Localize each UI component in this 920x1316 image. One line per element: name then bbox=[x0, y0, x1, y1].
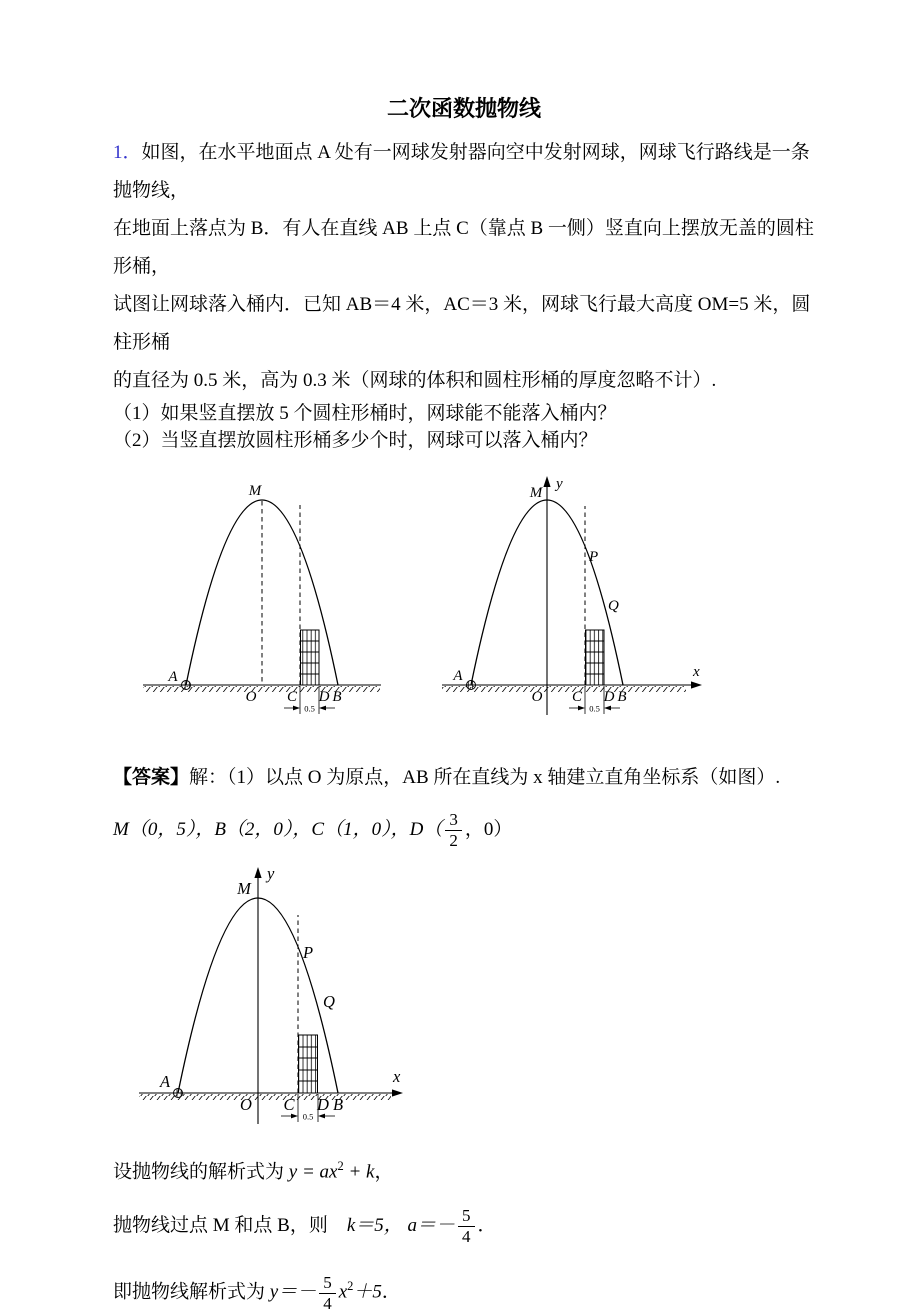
formula3-math-c: ＋5 bbox=[353, 1281, 382, 1303]
formula-setup bbox=[113, 1149, 815, 1189]
fraction-five-fourths bbox=[319, 1273, 336, 1314]
formula-final bbox=[113, 1263, 815, 1315]
bucket-stack bbox=[301, 630, 320, 685]
point-label-o: O bbox=[245, 689, 257, 705]
point-label-m: M bbox=[237, 879, 251, 898]
formula3-prefix: 即抛物线解析式为 bbox=[113, 1281, 270, 1303]
y-axis-arrow bbox=[543, 476, 550, 487]
point-label-c: C bbox=[571, 689, 583, 705]
problem-line-1 bbox=[113, 134, 815, 210]
fraction-numerator: 3 bbox=[445, 810, 462, 831]
sub-question-1: （1）如果竖直摆放 5 个圆柱形桶时，网球能不能落入桶内？ bbox=[113, 403, 617, 424]
problem-line-1-text: 如图，在水平地面点 A 处有一网球发射器向空中发射网球，网球飞行路线是一条抛物线， bbox=[113, 142, 810, 201]
x-axis-label: x bbox=[693, 664, 700, 680]
figure-2-parabola-with-axes bbox=[437, 470, 707, 730]
formula1-math-a: y = ax bbox=[288, 1161, 338, 1183]
point-label-b: B bbox=[332, 1095, 344, 1114]
launcher-point-marker bbox=[467, 681, 476, 690]
point-label-o: O bbox=[531, 689, 543, 705]
sub-question-2: （2）当竖直摆放圆柱形桶多少个时，网球可以落入桶内？ bbox=[113, 430, 598, 451]
problem-statement bbox=[113, 134, 815, 454]
ground-hatch bbox=[143, 686, 380, 692]
formula3-exponent: 2 bbox=[347, 1279, 354, 1294]
bucket-stack bbox=[586, 630, 605, 685]
fraction-numerator: 5 bbox=[319, 1273, 336, 1294]
point-label-d: D bbox=[318, 689, 330, 705]
figure-1-parabola-diagram bbox=[137, 470, 387, 730]
answer-figure bbox=[133, 858, 815, 1135]
fraction-denominator: 2 bbox=[449, 831, 458, 851]
formula3-math-b: x bbox=[338, 1281, 348, 1303]
bucket-width-label: 0.5 bbox=[302, 1111, 314, 1122]
answer-tag: 【答案】 bbox=[113, 767, 190, 788]
problem-line-2: 在地面上落点为 B．有人在直线 AB 上点 C（靠点 B 一侧）竖直向上摆放无盖的圆柱形桶， bbox=[113, 218, 814, 277]
launcher-point-marker bbox=[174, 1089, 183, 1098]
point-label-a: A bbox=[453, 668, 463, 684]
formula3-math-a: y＝－ bbox=[269, 1281, 317, 1303]
figure-3-answer-diagram bbox=[133, 858, 423, 1130]
formula3-suffix: ． bbox=[381, 1281, 401, 1303]
coords-prefix: M（0，5），B（2，0），C（1，0），D（ bbox=[113, 819, 443, 840]
point-label-c: C bbox=[286, 689, 298, 705]
formula1-suffix: ， bbox=[374, 1161, 394, 1183]
point-label-q: Q bbox=[323, 992, 335, 1011]
fraction-five-fourths bbox=[458, 1206, 475, 1247]
problem-number: 1． bbox=[113, 142, 142, 163]
coords-suffix: ，0） bbox=[464, 819, 513, 840]
formula2-prefix: 抛物线过点 M 和点 B，则 bbox=[113, 1215, 347, 1237]
problem-line-4: 的直径为 0.5 米，高为 0.3 米（网球的体积和圆柱形桶的厚度忽略不计）. bbox=[113, 370, 717, 391]
point-label-o: O bbox=[240, 1095, 252, 1114]
fraction-numerator: 5 bbox=[458, 1206, 475, 1227]
y-axis-arrow bbox=[254, 867, 261, 878]
problem-figures bbox=[137, 470, 815, 730]
point-label-d: D bbox=[317, 1095, 329, 1114]
point-label-d: D bbox=[603, 689, 615, 705]
problem-line-3: 试图让网球落入桶内．已知 AB＝4 米，AC＝3 米，网球飞行最大高度 OM=5 米，圆柱形桶 bbox=[113, 294, 811, 353]
page-title: 二次函数抛物线 bbox=[386, 96, 541, 121]
fraction-denominator: 4 bbox=[323, 1293, 332, 1313]
point-label-c: C bbox=[283, 1095, 295, 1114]
fraction-denominator: 4 bbox=[462, 1227, 471, 1247]
point-label-m: M bbox=[529, 485, 543, 501]
answer-solution-text: 解：（1）以点 O 为原点，AB 所在直线为 x 轴建立直角坐标系（如图）. bbox=[189, 767, 781, 788]
ground-hatch bbox=[442, 686, 686, 692]
bucket-width-label: 0.5 bbox=[589, 703, 600, 714]
formula1-exponent: 2 bbox=[337, 1159, 344, 1173]
x-axis-arrow bbox=[392, 1089, 403, 1096]
x-axis-label: x bbox=[393, 1067, 401, 1086]
point-label-b: B bbox=[332, 689, 342, 705]
y-axis-label: y bbox=[556, 476, 563, 492]
answer-section bbox=[113, 764, 815, 792]
fraction-three-halves bbox=[445, 810, 462, 851]
formula1-prefix: 设抛物线的解析式为 bbox=[113, 1161, 289, 1183]
point-label-p: P bbox=[303, 943, 314, 962]
bucket-width-label: 0.5 bbox=[304, 703, 315, 714]
x-axis-arrow bbox=[691, 681, 702, 688]
formula1-math-b: + k bbox=[343, 1161, 375, 1183]
launcher-point-marker bbox=[182, 681, 191, 690]
y-axis-label: y bbox=[267, 864, 275, 883]
point-label-a: A bbox=[159, 1072, 171, 1091]
bucket-stack bbox=[299, 1035, 318, 1093]
formula2-equation: k＝5， a＝－ bbox=[346, 1215, 456, 1237]
coordinates-line bbox=[113, 808, 815, 852]
point-label-b: B bbox=[617, 689, 627, 705]
point-label-m: M bbox=[248, 483, 262, 499]
point-label-q: Q bbox=[608, 598, 619, 614]
point-label-a: A bbox=[168, 669, 178, 685]
point-label-p: P bbox=[589, 549, 599, 565]
formula-coefficients bbox=[113, 1203, 815, 1249]
formula2-suffix: ． bbox=[477, 1215, 497, 1237]
